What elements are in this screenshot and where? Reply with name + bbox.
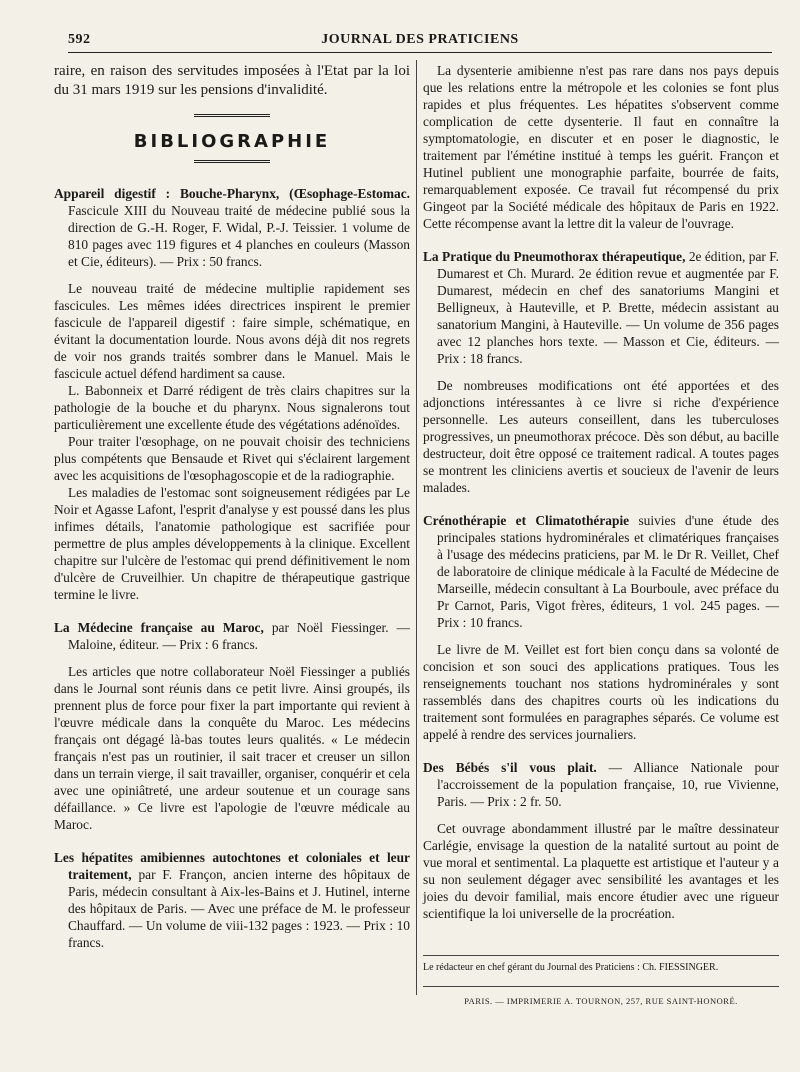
entry-title: Des Bébés s'il vous plait. [423, 760, 597, 775]
entry-title: Crénothérapie et Climatothérapie [423, 513, 630, 528]
review-paragraph: Pour traiter l'œsophage, on ne pouvait choisir des techniciens plus compétents que Bensaude et Rivet qui s'éclairent largement avec les acquisitions de l'œsophagoscopie et de la radiographie. [54, 434, 410, 483]
page-header [68, 32, 772, 53]
review-paragraph: Cet ouvrage abondamment illustré par le maître dessinateur Carlégie, envisage la question de la natalité surtout au point de vue moral et sentimental. La plaquette est artistique et l'auteur y a su non seulement dégager avec sensibilité les avantages et les joies du devoir familial, mais encore étudier avec une rigueur scientifique la loi universelle de la procréation. [423, 821, 779, 921]
entry-details: — Alliance Nationale pour l'accroissement de la population française, 10, rue Vivienne, Paris. — Prix : 2 fr. 50. [437, 760, 779, 809]
entry-medecine-maroc [54, 619, 410, 653]
review-paragraph: Le livre de M. Veillet est fort bien conçu dans sa volonté de concision et son souci des applications pratiques. Tous les renseignements touchant nos stations hydrominérales y sont rassemblés dans des chapitres courts où les indications du traitement sont formulées en paragraphes séparés. Ce volume est appelé à rendre des services journaliers. [423, 642, 779, 742]
bibliography-title: BIBLIOGRAPHIE [133, 131, 331, 152]
entry-title: La Médecine française au Maroc, [54, 620, 264, 635]
entry-appareil-digestif [54, 185, 410, 270]
entry-hepatites-amibiennes [54, 849, 410, 951]
footer-rule-top [423, 955, 779, 956]
entry-details: par F. Françon, ancien interne des hôpitaux de Paris, médecin consultant à Aix-les-Bains et J. Hutinel, interne des hôpitaux de Paris. — Avec une préface de M. le professeur Chauffard. — Un volume de viii-132 pages : 1923. — Prix : 10 francs. [68, 867, 410, 950]
heading-rule-bottom [194, 160, 270, 165]
page-number: 592 [68, 32, 91, 47]
footer-imprimerie: PARIS. — IMPRIMERIE A. TOURNON, 257, RUE SAINT-HONORÉ. [464, 996, 738, 1006]
entry-title: Les hépatites amibiennes autochtones et coloniales et leur traitement, [54, 850, 410, 882]
review-paragraph: La dysenterie amibienne n'est pas rare dans nos pays depuis que les relations entre la métropole et les colonies se font plus rapides et plus fréquentes. Les hépatites s'observent comme complication de cette dysenterie. Il faut en connaître la symptomatologie, en discuter et en poser le diagnostic, le traitement par l'émétine institué à temps les guérit. Françon et Hutinel publient une monographie parfaite, bourrée de faits, remarquablement exposée. Ce travail fut récompensé du prix Gingeot par la Société médicale des hôpitaux de Paris en 1922. Cette récompense avant la lettre dit la valeur de l'ouvrage. [423, 63, 779, 231]
review-paragraph: Le nouveau traité de médecine multiplie rapidement ses fascicules. Les mêmes idées directrices inspirent le premier fascicule de l'appareil digestif : faire simple, schématique, en évitant la documentation lourde. Nous avons déjà dit nos regrets de voir nos grands traités sombrer dans le Manuel. Mais le fascicule actuel défend hardiment sa cause. [54, 281, 410, 381]
entry-details: suivies d'une étude des principales stations hydrominérales et climatériques françaises à l'usage des médecins praticiens, par M. le Dr R. Veillet, Chef de laboratoire de clinique médicale à la Faculté de Médecine de Marseille, médecin consultant à La Bourboule, avec préface du Pr Carnot, Paris, Vigot frères, éditeurs, 1 vol. 245 pages. — Prix : 10 francs. [437, 513, 779, 630]
entry-title: La Pratique du Pneumothorax thérapeutique, [423, 249, 686, 264]
heading-rule-top [194, 114, 270, 119]
column-divider [416, 60, 417, 995]
entry-des-bebes [423, 759, 779, 810]
entry-title: Appareil digestif : Bouche-Pharynx, (Œsophage-Estomac. [54, 186, 410, 201]
review-paragraph: Les articles que notre collaborateur Noël Fiessinger a publiés dans le Journal sont réunis dans ce petit livre. Ainsi groupés, ils prennent plus de force pour fixer la part importante qui revient à l'œuvre médicale dans la conquête du Maroc. Les médecins français ont dégagé là-bas toutes leurs qualités. « Le médecin français n'est pas un routinier, il sait tracer et creuser un sillon dans un terrain vierge, il sait travailler, organiser, conquérir et cela avec une opiniâtreté, une ardeur soutenue et un courage sans défaillance. » Ce livre est l'apologie de l'œuvre médicale au Maroc. [54, 664, 410, 832]
journal-title: JOURNAL DES PRATICIENS [321, 32, 519, 47]
intro-paragraph: raire, en raison des servitudes imposées à l'Etat par la loi du 31 mars 1919 sur les pensions d'invalidité. [54, 63, 410, 98]
left-column [54, 62, 410, 951]
entry-details: 2e édition, par F. Dumarest et Ch. Murard. 2e édition revue et augmentée par F. Dumarest, médecin en chef des sanatoriums Mangini et Belligneux, à Hauteville, et P. Brette, médecin assistant au sanatorium Mangini, à Hauteville. — Un volume de 356 pages avec 12 planches hors texte. — Masson et Cie, éditeurs. — Prix : 18 francs. [437, 249, 779, 366]
entry-pneumothorax [423, 248, 779, 367]
review-paragraph: Les maladies de l'estomac sont soigneusement rédigées par Le Noir et Agasse Lafont, l'esprit d'analyse y est poussé dans les plus infimes détails, l'anatomie pathologique est sacrifiée pour permettre de plus amples développements à la clinique. Excellent chapitre sur l'ulcère de l'estomac qui prend définitivement le nom d'ulcère de Cruveilhier. Un chapitre de thérapeutique gastrique termine le livre. [54, 485, 410, 602]
entry-crenotherapie [423, 512, 779, 631]
entry-details: Fascicule XIII du Nouveau traité de médecine publié sous la direction de G.-H. Roger, F. Widal, P.-J. Teissier. 1 volume de 810 pages avec 119 figures et 4 planches en couleurs (Masson et Cie, éditeurs). — Prix : 50 francs. [68, 203, 410, 269]
entry-details: par Noël Fiessinger. — Maloine, éditeur. — Prix : 6 francs. [68, 620, 410, 652]
footer-rule-middle [423, 986, 779, 987]
bibliography-heading-block [54, 114, 410, 165]
review-paragraph: De nombreuses modifications ont été apportées et des adjonctions intéressantes à ce livre si riche d'expérience personnelle. Les auteurs conseillent, dans les tuberculoses progressives, un pneumothorax précoce. Dès son début, au bacille destructeur, doit être opposé ce traitement radical. A toutes pages se montrent les cliniciens avertis et soucieux de l'avenir de leurs malades. [423, 378, 779, 495]
review-paragraph: L. Babonneix et Darré rédigent de très clairs chapitres sur la pathologie de la bouche et du pharynx. Nous signalerons tout particulièrement une excellente étude des végétations adénoïdes. [54, 383, 410, 432]
footer-gerant: Le rédacteur en chef gérant du Journal des Praticiens : Ch. FIESSINGER. [423, 962, 719, 973]
right-column [423, 62, 779, 922]
